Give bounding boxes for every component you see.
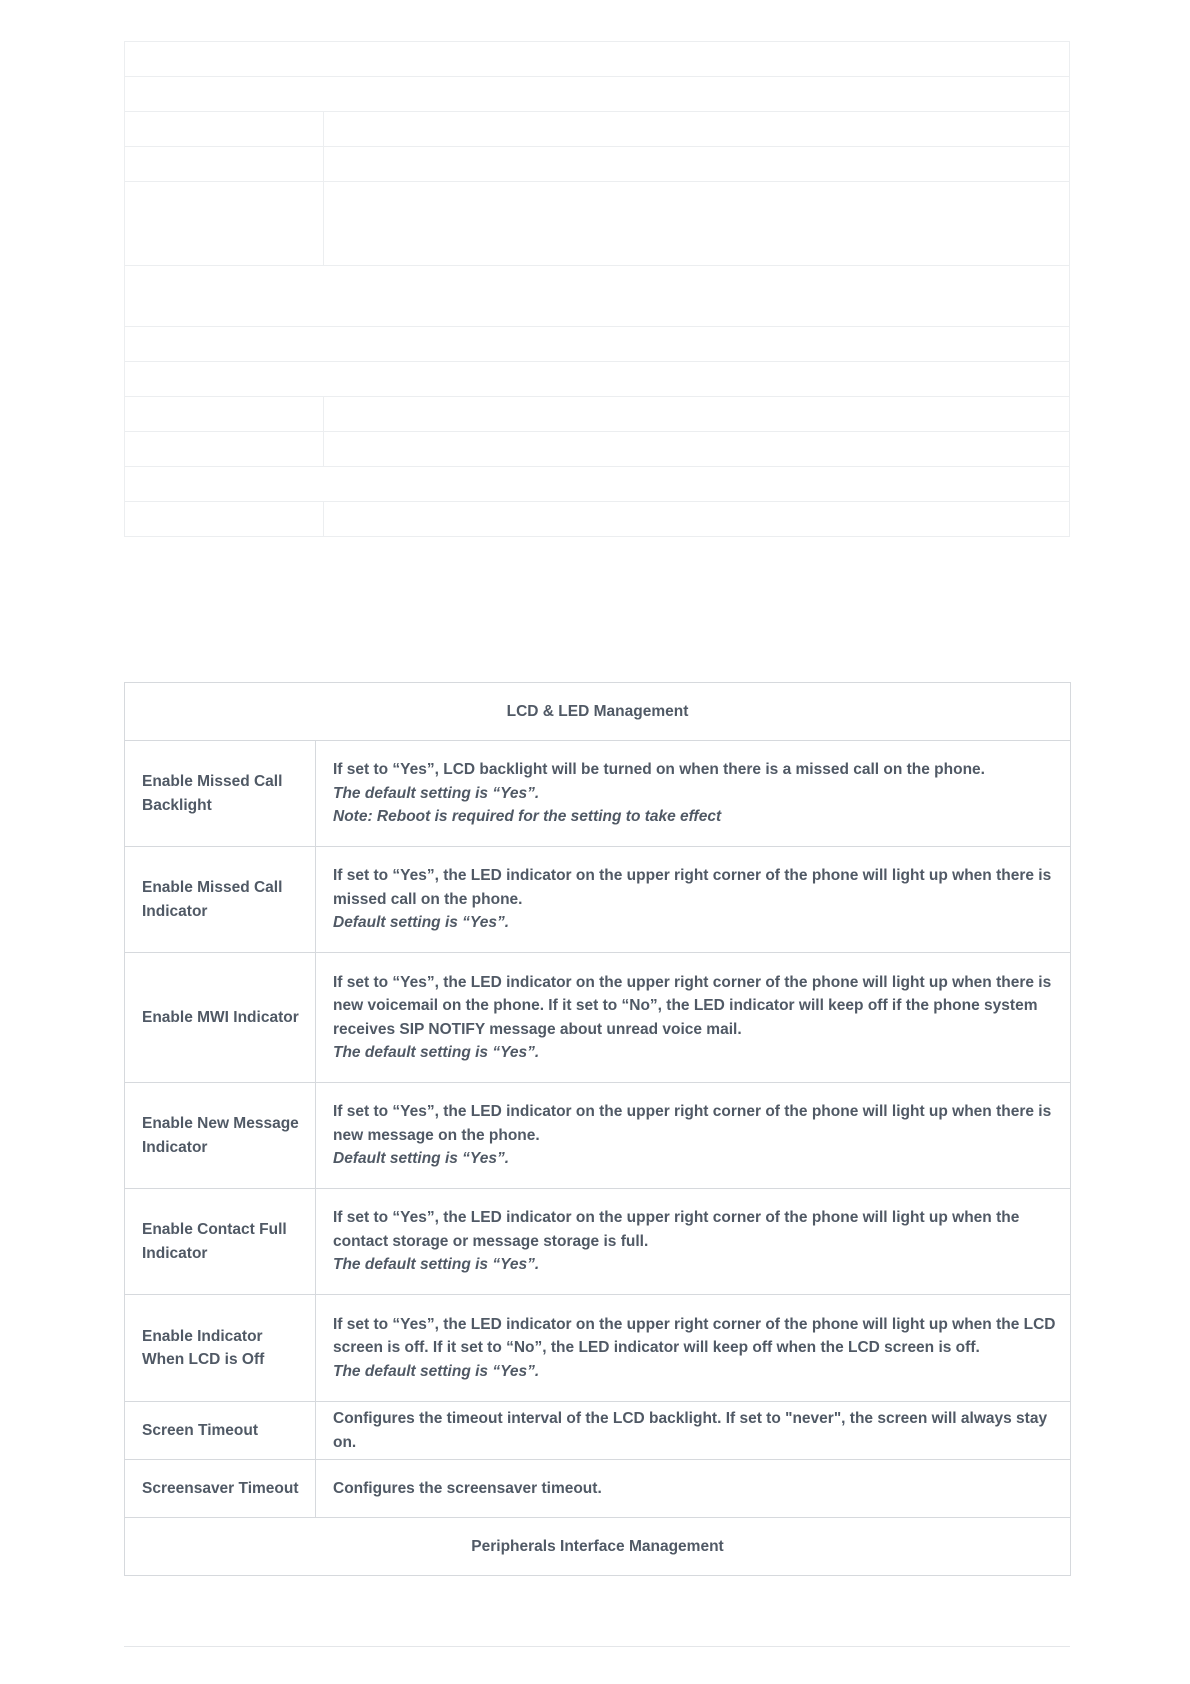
description-text: If set to “Yes”, the LED indicator on the upper right corner of the phone will light up when there is missed call on the phone.	[333, 867, 1052, 908]
description-note: Note: Reboot is required for the setting to take effect	[333, 808, 722, 826]
ghost-row	[125, 182, 1070, 266]
description-text: If set to “Yes”, LCD backlight will be turned on when there is a missed call on the phone.	[333, 761, 985, 779]
setting-name: Enable Missed Call Backlight	[125, 741, 316, 847]
ghost-row	[125, 502, 1070, 537]
setting-description	[316, 953, 1071, 1083]
description-note: The default setting is “Yes”.	[333, 784, 540, 802]
ghost-row	[125, 397, 1070, 432]
setting-name: Screensaver Timeout	[125, 1460, 316, 1518]
previous-table-faint	[124, 41, 1070, 537]
section-header-row	[125, 683, 1071, 741]
description-note: The default setting is “Yes”.	[333, 1256, 540, 1274]
setting-description	[316, 1460, 1071, 1518]
setting-name: Enable New Message Indicator	[125, 1083, 316, 1189]
ghost-row	[125, 432, 1070, 467]
setting-name: Enable MWI Indicator	[125, 953, 316, 1083]
description-text: If set to “Yes”, the LED indicator on the upper right corner of the phone will light up when there is new voicemail on the phone. If it set to “No”, the LED indicator will keep off if the phone system receives SIP NOTIFY message about unread voice mail.	[333, 973, 1052, 1038]
ghost-row	[125, 266, 1070, 327]
setting-name: Enable Missed Call Indicator	[125, 847, 316, 953]
description-text: If set to “Yes”, the LED indicator on the upper right corner of the phone will light up when there is new message on the phone.	[333, 1103, 1052, 1144]
ghost-row	[125, 467, 1070, 502]
table-row	[125, 1295, 1071, 1402]
section-title-lcd-led: LCD & LED Management	[125, 683, 1071, 741]
setting-name: Enable Indicator When LCD is Off	[125, 1295, 316, 1402]
ghost-row	[125, 42, 1070, 77]
description-note: The default setting is “Yes”.	[333, 1044, 540, 1061]
table-row	[125, 1460, 1071, 1518]
description-note: The default setting is “Yes”.	[333, 1362, 540, 1380]
description-text: If set to “Yes”, the LED indicator on the upper right corner of the phone will light up when the contact storage or message storage is full.	[333, 1209, 1020, 1250]
description-note: Default setting is “Yes”.	[333, 1150, 509, 1168]
setting-description	[316, 1402, 1071, 1460]
table-row	[125, 1402, 1071, 1460]
ghost-row	[125, 112, 1070, 147]
section-header-row	[125, 1518, 1071, 1576]
description-text: If set to “Yes”, the LED indicator on the upper right corner of the phone will light up when the LCD screen is off. If it set to “No”, the LED indicator will keep off when the LCD screen is off.	[333, 1315, 1056, 1357]
description-text: Configures the screensaver timeout.	[333, 1479, 602, 1497]
table-row	[125, 741, 1071, 847]
setting-description	[316, 741, 1071, 847]
table-row	[125, 1083, 1071, 1189]
setting-name: Enable Contact Full Indicator	[125, 1189, 316, 1295]
table-row	[125, 1189, 1071, 1295]
table-row	[125, 847, 1071, 953]
setting-description	[316, 847, 1071, 953]
description-text: Configures the timeout interval of the LCD backlight. If set to "never", the screen will always stay on.	[333, 1410, 1048, 1451]
lcd-led-settings-table	[124, 682, 1071, 1576]
ghost-row	[125, 147, 1070, 182]
section-title-peripherals: Peripherals Interface Management	[125, 1518, 1071, 1576]
ghost-row	[125, 327, 1070, 362]
ghost-row	[125, 77, 1070, 112]
setting-description	[316, 1083, 1071, 1189]
setting-name: Screen Timeout	[125, 1402, 316, 1460]
footer-divider	[124, 1646, 1070, 1647]
table-row	[125, 953, 1071, 1083]
setting-description	[316, 1295, 1071, 1402]
ghost-row	[125, 362, 1070, 397]
setting-description	[316, 1189, 1071, 1295]
description-note: Default setting is “Yes”.	[333, 914, 509, 932]
